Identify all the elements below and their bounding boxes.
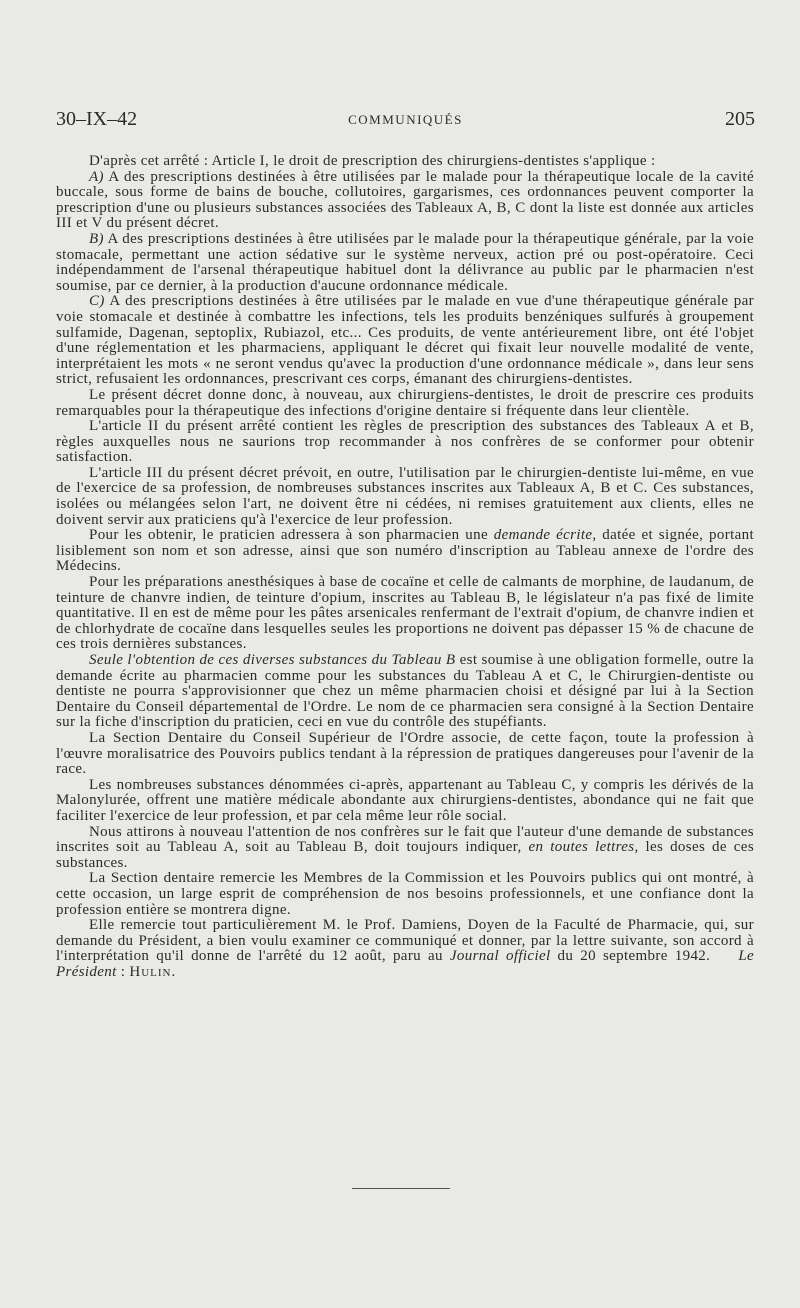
signature-name: Hulin <box>129 963 172 980</box>
emphasis-table-b: Seule l'obtention de ces diverses substances du Tableau B <box>89 652 456 668</box>
paragraph-c <box>56 294 754 388</box>
issue-date: 30–IX–42 <box>56 108 138 130</box>
paragraph-attention-text-b: , les doses de ces substances. <box>56 839 755 871</box>
signature-end: . <box>171 963 176 980</box>
paragraph-article-3: L'article III du présent décret prévoit, en outre, l'utilisation par le chirurgien-dentiste lui-même, en vue de l'exercice de sa profession, de nombreuses substances inscrites aux Tableaux A, B et C. Ces substances, isolées ou mélangées selon l'art, ne doivent être ni cédées, ni remises gratuitement aux clients, elles ne doivent servir aux praticiens qu'à l'exercice de leur profession. <box>56 464 754 528</box>
paragraph-obtain <box>56 528 754 575</box>
item-label-b: B) <box>89 230 104 247</box>
paragraph-table-b-text: est soumise à une obligation formelle, outre la demande écrite au pharmacien comme pour les substances du Tableau A et C, le Chirurgien-dentiste ou dentiste ne pourra s'approvisionner que chez un même pharmacien choisi et désigné par lui à la Section Dentaire du Conseil départemental de l'Ordre. Le nom de ce pharmacien sera consigné à la Section Dentaire sur la fiche d'inscription du praticien, ceci en vue du contrôle des stupéfiants. <box>56 652 754 731</box>
paragraph-obtain-text-a: Pour les obtenir, le praticien adressera à son pharmacien une <box>89 527 494 544</box>
paragraph-closing-text-a: Elle remercie tout particulièrement M. le Prof. Damiens, Doyen de la Faculté de Pharmacie, qui, sur demande du Président, a bien voulu examiner ce communiqué et donner, par la lettre suivante, son accord à l'interprétation qu'il donne de l'arrêté du 12 août, paru au <box>56 917 754 965</box>
emphasis-journal-officiel: Journal officiel <box>449 948 551 965</box>
section-divider <box>352 1188 450 1189</box>
paragraph-b <box>56 232 754 294</box>
paragraph-a-text: A des prescriptions destinées à être utilisées par le malade pour la thérapeutique locale de la cavité buccale, sous forme de bains de bouche, collutoires, gargarismes, ces ordonnances peuvent comporter la prescription d'une ou plusieurs substances associées des Tableaux A, B, C dont la liste est donnée aux articles III et V du présent décret. <box>56 168 754 232</box>
paragraph-closing-text-b: du 20 septembre 1942. <box>550 948 711 965</box>
paragraph-b-text: A des prescriptions destinées à être utilisées par le malade pour la thérapeutique générale, par la voie stomacale, permettant une action sédative sur le système nerveux, action pré ou post-opératoire. Ceci indépendamment de l'arsenal thérapeutique habituel dont la délivrance au public par le pharmacien n'est soumise, par ce dernier, à la production d'aucune ordonnance médicale. <box>56 230 754 294</box>
paragraph-section-dentaire: La Section Dentaire du Conseil Supérieur de l'Ordre associe, de cette façon, toute la profession à l'œuvre moralisatrice des Pouvoirs publics tendant à la répression de pratiques dangereuses pour l'avenir de la race. <box>56 729 754 778</box>
article-body <box>56 154 754 980</box>
paragraph-thanks: La Section dentaire remercie les Membres de la Commission et les Pouvoirs publics qui ont montré, à cette occasion, un large esprit de compréhension de nos besoins professionnels, et une confiance dont la profession entière se montrera digne. <box>56 870 754 918</box>
paragraph-article-2: L'article II du présent arrêté contient les règles de prescription des substances des Tableaux A et B, règles auxquelles nous ne saurions trop recommander à nos confrères de se conformer pour obtenir satisfaction. <box>56 418 754 466</box>
running-header <box>56 108 755 130</box>
paragraph-table-c: Les nombreuses substances dénommées ci-après, appartenant au Tableau C, y compris les dérivés de la Malonylurée, offrent une matière médicale abondante aux chirurgiens-dentistes, abondance qui ne fait que faciliter l'exercice de leur profession, et par cela même leur rôle social. <box>56 776 754 824</box>
item-label-c: C) <box>89 293 105 310</box>
page-number: 205 <box>725 108 755 130</box>
paragraph-anesthetics: Pour les préparations anesthésiques à base de cocaïne et celle de calmants de morphine, de laudanum, de teinture de chanvre indien, de teinture d'opium, inscrites au Tableau B, le législateur n'a pas fixé de limite quantitative. Il en est de même pour les pâtes arsenicales renfermant de l'extrait d'opium, de chanvre indien et de chlorhydrate de cocaïne dans lesquelles seules les proportions ne doivent pas dépasser 15 % de chacune de ces trois dernières substances. <box>56 574 754 653</box>
paragraph-decree: Le présent décret donne donc, à nouveau, aux chirurgiens-dentistes, le droit de prescrire ces produits remarquables pour la thérapeutique des infections d'origine dentaire si fréquente dans leur clientèle. <box>56 386 754 419</box>
paragraph-a <box>56 170 754 232</box>
signature-label: Le Président <box>56 948 755 980</box>
running-title: COMMUNIQUÉS <box>348 112 463 127</box>
signature-separator: : <box>116 963 130 980</box>
paragraph-table-b <box>56 653 754 731</box>
paragraph-c-text: A des prescriptions destinées à être utilisées par le malade en vue d'une thérapeutique générale par voie stomacale et destinée à combattre les infections, tels les produits benzéniques sulfurés à groupement sulfamide, Dagenan, septoplix, Rubiazol, etc... Ces produits, de vente antérieurement libre, ont été l'objet d'une réglementation et les pharmaciens, appliquant le décret qui fixait leur nouvelle modalité de vente, interprétaient les mots « ne seront vendus qu'avec la production d'une ordonnance médicale », dans leur sens strict, refusaient les ordonnances, prescrivant ces corps, émanant des chirurgiens-dentistes. <box>56 293 754 388</box>
paragraph-closing <box>56 918 754 980</box>
paragraph-attention <box>56 825 754 872</box>
item-label-a: A) <box>89 168 104 185</box>
emphasis-demande-ecrite: demande écrite <box>493 527 593 544</box>
paragraph-attention-text-a: Nous attirons à nouveau l'attention de nos confrères sur le fait que l'auteur d'une demande de substances inscrites soit au Tableau A, soit au Tableau B, doit toujours indiquer, <box>56 823 754 856</box>
paragraph-intro: D'après cet arrêté : Article I, le droit de prescription des chirurgiens-dentistes s'applique : <box>89 153 656 169</box>
paragraph-obtain-text-b: , datée et signée, portant lisiblement son nom et son adresse, ainsi que son numéro d'inscription au Tableau annexe de l'ordre des Médecins. <box>56 527 754 575</box>
emphasis-toutes-lettres: en toutes lettres <box>528 839 635 856</box>
